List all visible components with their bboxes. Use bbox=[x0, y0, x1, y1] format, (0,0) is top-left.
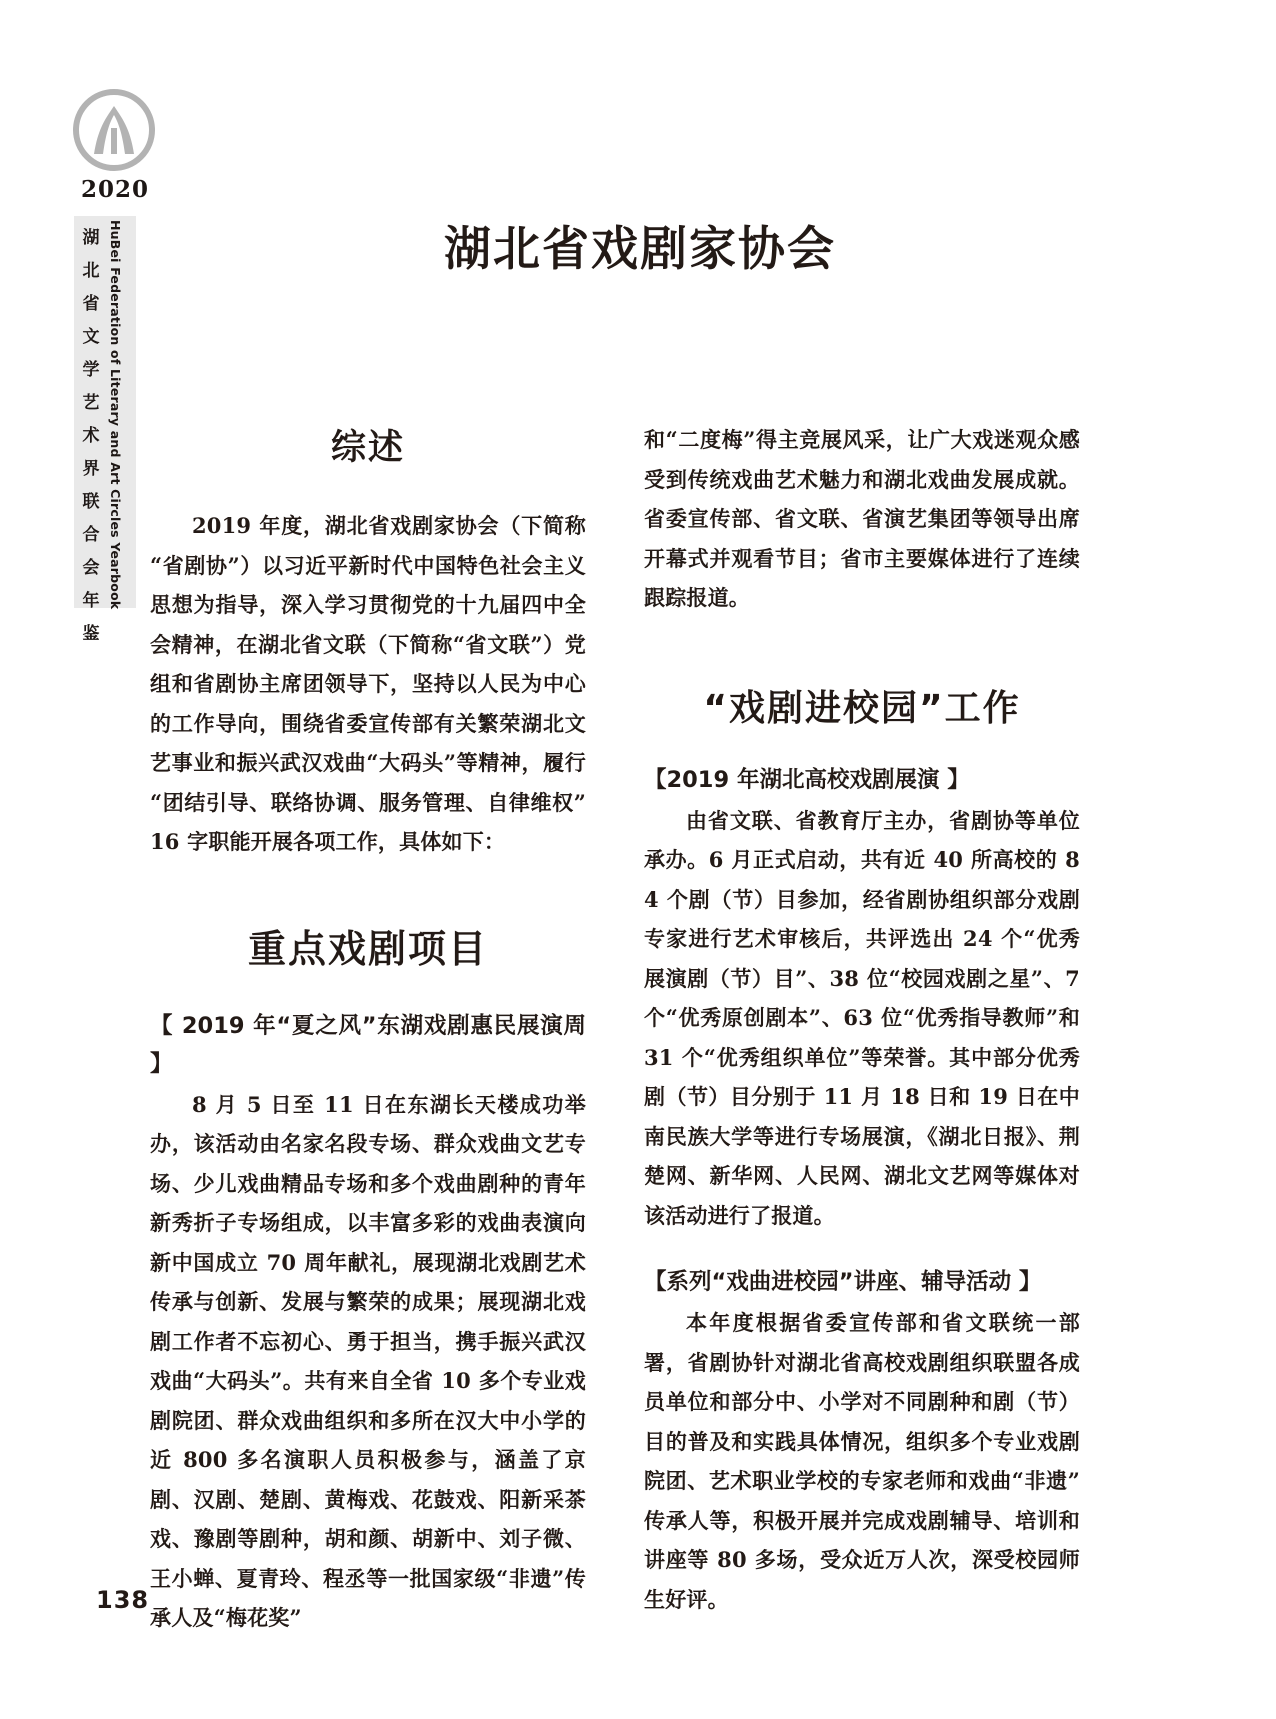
section-heading-key-projects: 重点戏剧项目 bbox=[247, 926, 488, 971]
right-column bbox=[644, 420, 1080, 1638]
page-title: 湖北省戏剧家协会 bbox=[444, 222, 836, 277]
subheading-2019-university-drama-show: 【2019 年湖北高校戏剧展演 】 bbox=[644, 766, 970, 793]
university-drama-show-paragraph: 由省文联、省教育厅主办，省剧协等单位承办。6 月正式启动，共有近 40 所高校的 84 个剧（节）目参加，经省剧协组织部分戏剧专家进行艺术审核后，共评选出 24 个“优秀展演剧（节）目”、38 位“校园戏剧之星”、7 个“优秀原创剧本”、63 位“优秀指导教师”和 31 个“优秀组织单位”等荣誉。其中部分优秀剧（节）目分别于 11 月 18 日和 19 日在中南民族大学等进行专场展演，《湖北日报》、荆楚网、新华网、人民网、湖北文艺网等媒体对该活动进行了报道。 bbox=[644, 807, 1080, 1228]
rail-chinese-vertical-label: 湖 北 省 文 学 艺 术 界 联 合 会 年 鉴 bbox=[82, 228, 100, 644]
section-heading-drama-into-campus: “戏剧进校园”工作 bbox=[703, 687, 1021, 729]
column-spacer bbox=[644, 618, 1080, 670]
summer-wind-festival-paragraph: 8 月 5 日至 11 日在东湖长天楼成功举办，该活动由名家名段专场、群众戏曲文艺专场、少儿戏曲精品专场和多个戏曲剧种的青年新秀折子专场组成，以丰富多彩的戏曲表演向新中国成立 70 周年献礼，展现湖北戏剧艺术传承与创新、发展与繁荣的成果；展现湖北戏剧工作者不忘初心、勇于担当，携手振兴武汉戏曲“大码头”。共有来自全省 10 多个专业戏剧院团、群众戏曲组织和多所在汉大中小学的近 800 多名演职人员积极参与，涵盖了京剧、汉剧、楚剧、黄梅戏、花鼓戏、阳新采茶戏、豫剧等剧种，胡和颜、胡新中、刘子微、王小蝉、夏青玲、程丞等一批国家级“非遗”传承人及“梅花奖” bbox=[150, 1091, 586, 1630]
rail-english-vertical-label: HuBei Federation of Literary and Art Circles Yearbook bbox=[108, 220, 123, 610]
left-column bbox=[150, 420, 586, 1638]
logo-year-label: 2020 bbox=[80, 176, 149, 203]
continued-paragraph: 和“二度梅”得主竞展风采，让广大戏迷观众感受到传统戏曲艺术魅力和湖北戏曲发展成就。省委宣传部、省文联、省演艺集团等领导出席开幕式并观看节目；省市主要媒体进行了连续跟踪报道。 bbox=[644, 427, 1080, 610]
lecture-series-paragraph: 本年度根据省委宣传部和省文联统一部署，省剧协针对湖北省高校戏剧组织联盟各成员单位和部分中、小学对不同剧种和剧（节）目的普及和实践具体情况，组织多个专业戏剧院团、艺术职业学校的专家老师和戏曲“非遗”传承人等，积极开展并完成戏剧辅导、培训和讲座等 80 多场，受众近万人次，深受校园师生好评。 bbox=[644, 1310, 1080, 1612]
body-columns bbox=[150, 420, 1080, 1638]
overview-paragraph: 2019 年度，湖北省戏剧家协会（下简称“省剧协”）以习近平新时代中国特色社会主义思想为指导，深入学习贯彻党的十九届四中全会精神，在湖北省文联（下简称“省文联”）党组和省剧协主席团领导下，坚持以人民为中心的工作导向，围绕省委宣传部有关繁荣湖北文艺事业和振兴武汉戏曲“大码头”等精神，履行“团结引导、联络协调、服务管理、自律维权”16 字职能开展各项工作，具体如下： bbox=[150, 513, 586, 854]
subheading-lecture-series: 【系列“戏曲进校园”讲座、辅导活动 】 bbox=[644, 1269, 1042, 1295]
page-number: 138 bbox=[96, 1586, 150, 1614]
section-heading-overview: 综述 bbox=[330, 428, 405, 468]
subheading-summer-wind-festival: 【 2019 年“夏之风”东湖戏剧惠民展演周 】 bbox=[150, 1012, 586, 1077]
hubei-federation-logo-icon bbox=[72, 88, 156, 172]
